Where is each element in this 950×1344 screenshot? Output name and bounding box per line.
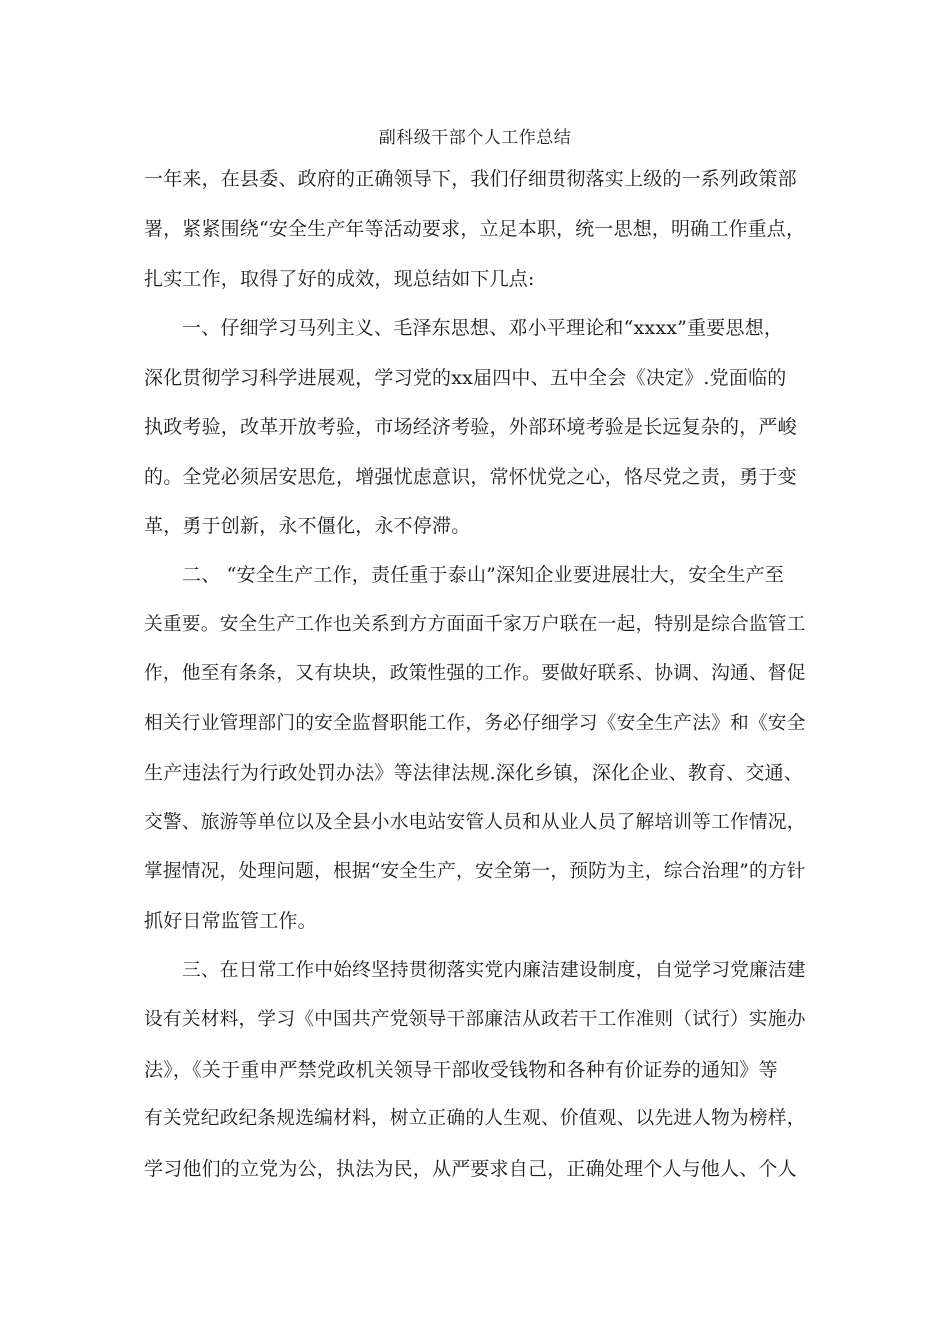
paragraph-2-line-4: 的。全党必须居安思危，增强忧虑意识，常怀忧党之心，恪尽党之责，勇于变 [144, 466, 797, 488]
paragraph-1-line-2: 署，紧紧围绕“安全生产年等活动要求，立足本职，统一思想，明确工作重点， [144, 218, 806, 240]
paragraph-3-line-8: 抓好日常监管工作。 [144, 910, 317, 932]
paragraph-2-line-1: 一、仔细学习马列主义、毛泽东思想、邓小平理论和“xxxx”重要思想， [182, 317, 784, 339]
paragraph-2-line-3: 执政考验，改革开放考验，市场经济考验，外部环境考验是长远复杂的，严峻 [144, 416, 797, 438]
paragraph-4-line-5: 学习他们的立党为公，执法为民，从严要求自己，正确处理个人与他人、个人 [144, 1158, 797, 1180]
paragraph-4-line-4: 有关党纪政纪条规选编材料，树立正确的人生观、价值观、以先进人物为榜样， [144, 1108, 806, 1129]
paragraph-3-line-2: 关重要。安全生产工作也关系到方方面面千家万户联在一起，特别是综合监管工 [144, 614, 806, 635]
document-title: 副科级干部个人工作总结 [378, 128, 572, 148]
paragraph-4-line-1: 三、在日常工作中始终坚持贯彻落实党内廉洁建设制度，自觉学习党廉洁建 [182, 960, 806, 981]
paragraph-2-line-2: 深化贯彻学习科学进展观，学习党的xx届四中、五中全会《决定》.党面临的 [144, 367, 787, 389]
paragraph-4-line-2: 设有关材料，学习《中国共产党领导干部廉洁从政若干工作准则（试行）实施办 [144, 1009, 806, 1030]
paragraph-3-line-3: 作，他至有条条，又有块块，政策性强的工作。要做好联系、协调、沟通、督促 [144, 663, 806, 684]
paragraph-3-line-6: 交警、旅游等单位以及全县小水电站安管人员和从业人员了解培训等工作情况， [144, 812, 806, 833]
paragraph-3-line-7: 掌握情况，处理问题，根据“安全生产，安全第一，预防为主，综合治理”的方针 [144, 861, 806, 882]
paragraph-2-line-5: 革，勇于创新，永不僵化，永不停滞。 [144, 515, 471, 537]
paragraph-1-line-3: 扎实工作，取得了好的成效，现总结如下几点: [144, 268, 535, 290]
paragraph-3-line-4: 相关行业管理部门的安全监督职能工作，务必仔细学习《安全生产法》和《安全 [144, 713, 806, 734]
paragraph-3-line-1: 二、 “安全生产工作，责任重于泰山”深知企业要进展壮大，安全生产至 [182, 564, 785, 586]
paragraph-3-line-5: 生产违法行为行政处罚办法》等法律法规.深化乡镇，深化企业、教育、交通、 [144, 762, 804, 784]
paragraph-4-line-3: 法》，《关于重申严禁党政机关领导干部收受钱物和各种有价证券的通知》等 [144, 1059, 778, 1081]
paragraph-1-line-1: 一年来，在县委、政府的正确领导下，我们仔细贯彻落实上级的一系列政策部 [144, 168, 797, 190]
